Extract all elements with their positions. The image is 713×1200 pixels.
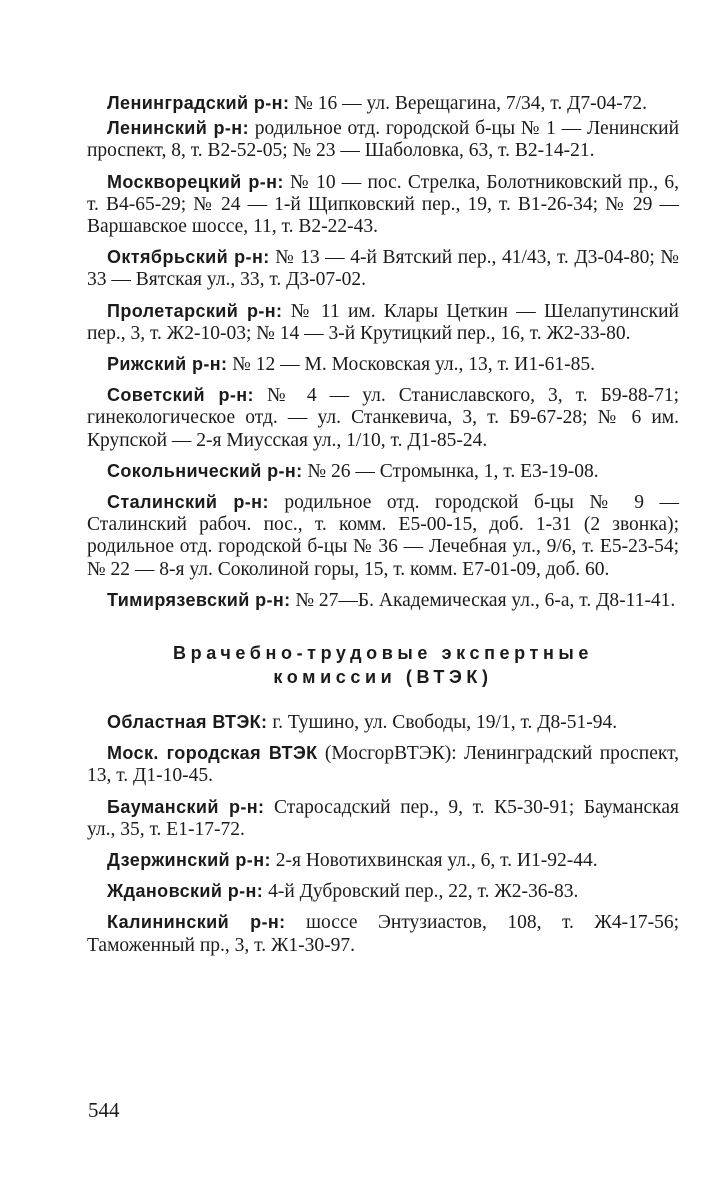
entry-text: 4-й Дубровский пер., 22, т. Ж2-36-83. <box>268 881 579 903</box>
district-name: Пролетарский р-н: <box>107 300 283 321</box>
entry-dzerzhinsky <box>87 849 679 872</box>
entry-leningradsky <box>87 92 679 115</box>
district-name: Областная ВТЭК: <box>107 712 268 733</box>
entry-stalinsky <box>87 491 679 581</box>
section-title-line1: Врачебно-трудовые экспертные <box>173 643 593 664</box>
district-name: Сталинский р-н: <box>107 492 269 513</box>
entry-rizhsky <box>87 353 679 376</box>
entry-text: г. Тушино, ул. Свободы, 19/1, т. Д8-51-94. <box>272 712 618 734</box>
page-number: 544 <box>88 1098 120 1122</box>
district-name: Октябрьский р-н: <box>107 247 270 268</box>
district-name: Советский р-н: <box>107 385 254 406</box>
entry-kalininsky <box>87 911 679 956</box>
entry-text: № 12 — М. Московская ул., 13, т. И1-61-85. <box>232 354 596 376</box>
district-name: Бауманский р-н: <box>107 796 265 817</box>
district-name: Ленинградский р-н: <box>107 93 290 113</box>
entry-oblastnaya-vtek <box>87 711 679 734</box>
entry-text: (МосгорВТЭК): Ленинградский проспект, 13, т. Д1-10-45. <box>87 743 680 787</box>
district-name: Ленинский р-н: <box>107 118 249 139</box>
district-name: Дзержинский р-н: <box>107 850 271 871</box>
entry-text: № 13 — 4-й Вятский пер., 41/43, т. Д3-04-80; № 33 — Вятская ул., 33, т. Д3-07-02. <box>87 247 679 291</box>
entry-sokolnichesky <box>87 460 679 483</box>
entry-mosgorvtek <box>87 742 679 787</box>
entry-text: 2-я Новотихвинская ул., 6, т. И1-92-44. <box>275 850 598 872</box>
entry-text: № 11 им. Клары Цеткин — Шелапутинский пер., 3, т. Ж2-10-03; № 14 — 3-й Крутицкий пер., 16, т. Ж2-33-80. <box>87 300 679 344</box>
district-name: Рижский р-н: <box>107 354 228 375</box>
district-name: Сокольнический р-н: <box>107 460 303 481</box>
district-name: Москворецкий р-н: <box>107 171 284 192</box>
entry-text: № 27—Б. Академическая ул., 6-а, т. Д8-11-41. <box>295 589 676 611</box>
section-title <box>87 641 679 689</box>
section-title-line2: комиссии (ВТЭК) <box>273 667 493 688</box>
entry-text: № 10 — пос. Стрелка, Болотниковский пр., 6, т. В4-65-29; № 24 — 1-й Щипковский пер., 19, т. В1-26-34; № 29 — Варшавское шоссе, 11, т. В2-22-43. <box>87 171 680 238</box>
district-name: Моск. городская ВТЭК <box>107 743 318 764</box>
entry-baumansky <box>87 796 679 841</box>
entry-text: № 16 — ул. Верещагина, 7/34, т. Д7-04-72. <box>294 93 647 114</box>
entry-timiryazevsky <box>87 589 679 612</box>
district-name: Калининский р-н: <box>107 912 286 933</box>
entry-text: родильное отд. городской б-цы № 1 — Ленинский проспект, 8, т. В2-52-05; № 23 — Шаболовка, 63, т. В2-14-21. <box>87 118 680 162</box>
page-content <box>87 92 679 959</box>
entry-oktyabrsky <box>87 246 679 291</box>
district-name: Тимирязевский р-н: <box>107 589 291 610</box>
entry-leninsky <box>87 117 679 162</box>
entry-text: № 4 — ул. Станиславского, 3, т. Б9-88-71; гинекологическое отд. — ул. Станкевича, 3, т. Б9-67-28; № 6 им. Крупской — 2-я Миусская ул., 1/10, т. Д1-85-24. <box>87 385 680 451</box>
entry-text: № 26 — Стромынка, 1, т. Е3-19-08. <box>307 460 599 482</box>
entry-sovetsky <box>87 384 679 452</box>
entry-text: Старосадский пер., 9, т. К5-30-91; Бауманская ул., 35, т. Е1-17-72. <box>87 796 679 840</box>
entry-text: родильное отд. городской б-цы № 9 — Сталинский рабоч. пос., т. комм. Е5-00-15, доб. 1-31 (2 звонка); родильное отд. городской б-цы № 36 — Лечебная ул., 9/6, т. Е5-23-54; № 22 — 8-я ул. Соколиной горы, 15, т. комм. Е7-01-09, доб. 60. <box>87 492 679 580</box>
entry-moskvoretsky <box>87 171 679 239</box>
entry-proletarsky <box>87 300 679 345</box>
entry-zhdanovsky <box>87 880 679 903</box>
entry-text: шоссе Энтузиастов, 108, т. Ж4-17-56; Таможенный пр., 3, т. Ж1-30-97. <box>87 912 679 956</box>
district-name: Ждановский р-н: <box>107 881 264 902</box>
